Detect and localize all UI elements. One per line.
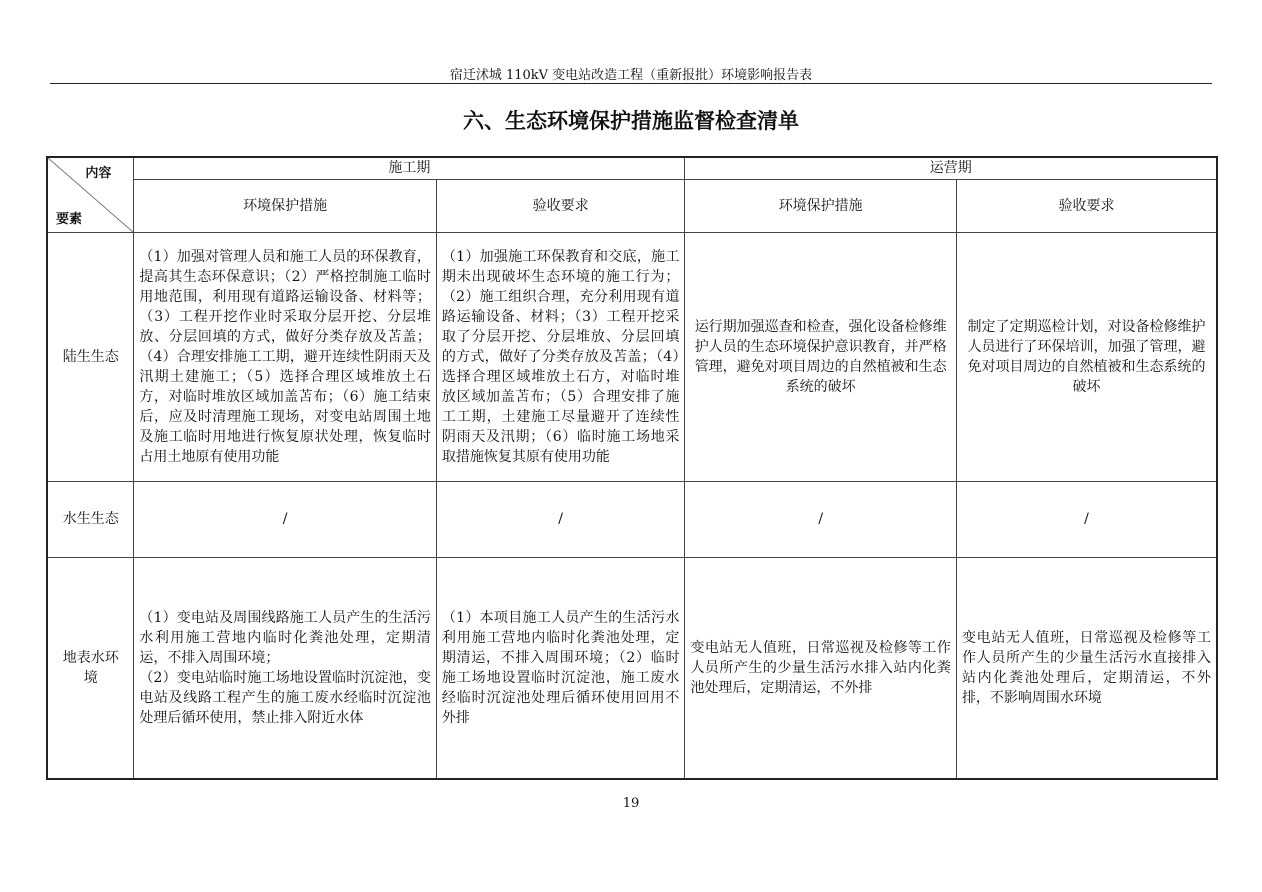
construction-acceptance-cell: （1）加强施工环保教育和交底，施工期未出现破坏生态环境的施工行为；（2）施工组织合理，充分利用现有道路运输设备、材料；（3）工程开挖采取了分层开挖、分层堆放、分层回填的方式，做好了分类存放及苫盖；（4）选择合理区域堆放土石方，对临时堆放区域加盖苫布；（5）合理安排了施工工期，土建施工尽量避开了连续性阴雨天及汛期；（6）临时施工场地采取措施恢复其原有使用功能 — [436, 232, 685, 481]
col-header-measures: 环境保护措施 — [134, 179, 436, 232]
operation-measures-cell: 变电站无人值班，日常巡视及检修等工作人员所产生的少量生活污水排入站内化粪池处理后，定期清运，不外排 — [685, 557, 957, 779]
page-title: 六、生态环境保护措施监督检查清单 — [463, 109, 799, 133]
col-header-acceptance: 验收要求 — [436, 179, 685, 232]
element-cell: 水生生态 — [47, 481, 134, 557]
header-rule — [50, 83, 1212, 84]
construction-measures-cell: （1）变电站及周围线路施工人员产生的生活污水利用施工营地内临时化粪池处理，定期清运，不排入周围环境； （2）变电站临时施工场地设置临时沉淀池，变电站及线路工程产生的施工废水经临时沉淀池处理后循环使用，禁止排入附近水体 — [134, 557, 436, 779]
construction-acceptance-cell: / — [436, 481, 685, 557]
construction-measures-cell: / — [134, 481, 436, 557]
running-header: 宿迁沭城 110kV 变电站改造工程（重新报批）环境影响报告表 — [449, 68, 813, 83]
phase-operation-header: 运营期 — [685, 157, 1217, 179]
inspection-checklist-table — [46, 156, 1218, 780]
table-row — [47, 481, 1217, 557]
corner-element-label: 要素 — [56, 211, 83, 227]
operation-measures-cell: 运行期加强巡查和检查，强化设备检修维护人员的生态环境保护意识教育，并严格管理，避免对项目周边的自然植被和生态系统的破坏 — [685, 232, 957, 481]
construction-measures-cell: （1）加强对管理人员和施工人员的环保教育，提高其生态环保意识；（2）严格控制施工临时用地范围，利用现有道路运输设备、材料等；（3）工程开挖作业时采取分层开挖、分层堆放、分层回填的方式，做好分类存放及苫盖；（4）合理安排施工工期，避开连续性阴雨天及汛期土建施工；（5）选择合理区域堆放土石方，对临时堆放区域加盖苫布；（6）施工结束后，应及时清理施工现场，对变电站周围土地及施工临时用地进行恢复原状处理，恢复临时占用土地原有使用功能 — [134, 232, 436, 481]
operation-acceptance-cell: / — [956, 481, 1217, 557]
table-row — [47, 232, 1217, 481]
col-header-measures-op: 环境保护措施 — [685, 179, 957, 232]
operation-acceptance-cell: 制定了定期巡检计划，对设备检修维护人员进行了环保培训，加强了管理，避免对项目周边的自然植被和生态系统的破坏 — [956, 232, 1217, 481]
element-cell: 地表水环境 — [47, 557, 134, 779]
phase-construction-header: 施工期 — [134, 157, 685, 179]
col-header-acceptance-op: 验收要求 — [956, 179, 1217, 232]
element-cell: 陆生生态 — [47, 232, 134, 481]
table-row — [47, 557, 1217, 779]
operation-acceptance-cell: 变电站无人值班，日常巡视及检修等工作人员所产生的少量生活污水直接排入站内化粪池处理后，定期清运，不外排，不影响周围水环境 — [956, 557, 1217, 779]
corner-header-cell — [47, 157, 134, 232]
page-number: 19 — [622, 796, 640, 811]
construction-acceptance-cell: （1）本项目施工人员产生的生活污水利用施工营地内临时化粪池处理，定期清运，不排入周围环境；（2）临时施工场地设置临时沉淀池，施工废水经临时沉淀池处理后循环使用回用不外排 — [436, 557, 685, 779]
corner-content-label: 内容 — [85, 166, 112, 181]
operation-measures-cell: / — [685, 481, 957, 557]
